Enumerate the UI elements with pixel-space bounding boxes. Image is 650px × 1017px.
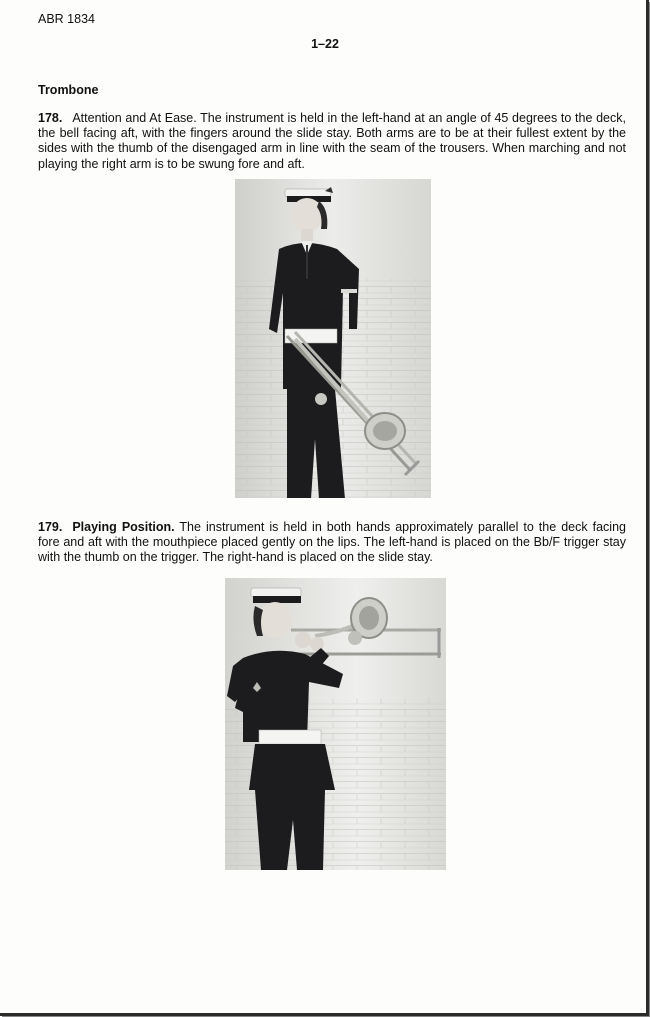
photo-attention-position xyxy=(235,179,431,498)
document-id: ABR 1834 xyxy=(38,12,95,26)
paragraph-text: Attention and At Ease. The instrument is held in the left-hand at an angle of 45 degrees to the deck, the bell facing aft, with the fingers around the slide stay. Both arms are to be at their fullest extent by the sides with the thumb of the disengaged arm in line with the seam of the trousers. When marching and not playing the right arm is to be swung fore and aft. xyxy=(38,111,626,171)
paragraph-number: 178. xyxy=(38,111,63,125)
section-title: Trombone xyxy=(38,83,99,97)
photo-playing-position xyxy=(225,578,446,870)
page-number: 1–22 xyxy=(311,37,339,51)
paragraph-text: The instrument is held in both hands approximately parallel to the deck facing fore and aft with the mouthpiece placed gently on the lips. The left-hand is placed on the Bb/F trigger stay with the thumb on the trigger. The right-hand is placed on the slide stay. xyxy=(38,520,626,565)
paragraph-179 xyxy=(38,520,626,566)
paragraph-number: 179. xyxy=(38,520,63,534)
paragraph-lead: Playing Position. xyxy=(72,520,175,534)
paragraph-178 xyxy=(38,111,626,172)
